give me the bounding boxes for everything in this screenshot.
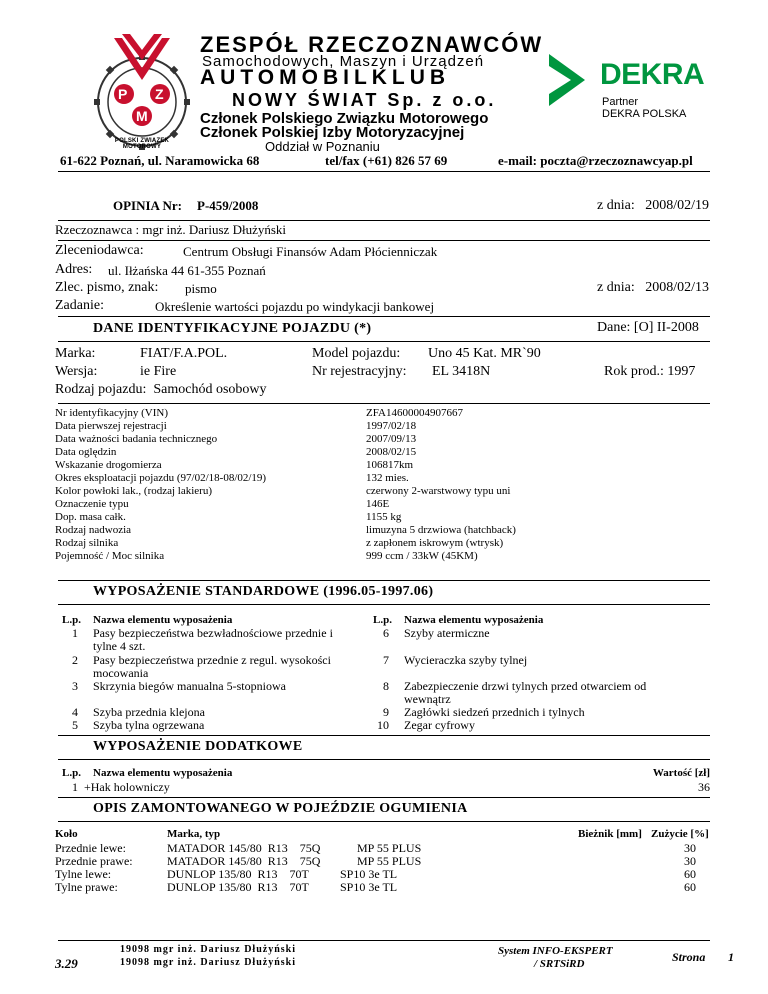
- std-col-name-right: Nazwa elementu wyposażenia: [404, 614, 544, 626]
- header-line2: Samochodowych, Maszyn i Urządzeń: [202, 53, 485, 70]
- dekra-partner-name: DEKRA POLSKA: [602, 108, 687, 120]
- add-top-line: [58, 735, 710, 736]
- detail-label: Dop. masa całk.: [55, 511, 126, 523]
- ident-title: DANE IDENTYFIKACYJNE POJAZDU (*): [93, 321, 372, 336]
- tyre-col-wheel: Koło: [55, 828, 78, 840]
- ident-labels: [55, 407, 266, 563]
- opinion-divider: [58, 220, 710, 221]
- add-item: +Hak holowniczy: [84, 780, 170, 794]
- header-line3: AUTOMOBILKLUB: [200, 66, 451, 89]
- std-bottom-line: [58, 604, 710, 605]
- add-col-value: Wartość [zł]: [652, 767, 710, 779]
- ident-bottom-line: [58, 341, 710, 342]
- std-lp: 4: [72, 705, 78, 719]
- add-col-name: Nazwa elementu wyposażenia: [93, 767, 233, 779]
- letter-value: pismo: [185, 281, 217, 296]
- pzm-logo: [92, 30, 192, 150]
- std-lp: 6: [383, 626, 389, 640]
- tyre-col-wear: Zużycie [%]: [651, 828, 709, 840]
- reg-label: Nr rejestracyjny:: [312, 364, 407, 379]
- detail-value: ZFA14600004907667: [366, 407, 463, 419]
- std-item: Zegar cyfrowy: [404, 718, 475, 732]
- add-col-lp: L.p.: [62, 767, 81, 779]
- tyre-col-tread: Bieżnik [mm]: [578, 828, 642, 840]
- tyre-wear: 30: [684, 841, 696, 855]
- std-col-lp-left: L.p.: [62, 614, 81, 626]
- std-item: Pasy bezpieczeństwa bezwładnościowe przednie i: [93, 626, 333, 640]
- detail-label: Nr identyfikacyjny (VIN): [55, 407, 169, 419]
- detail-label: Kolor powłoki lak., (rodzaj lakieru): [55, 485, 213, 497]
- detail-value: z zapłonem iskrowym (wtrysk): [366, 537, 504, 549]
- make-value: FIAT/F.A.POL.: [140, 346, 228, 361]
- detail-label: Data pierwszej rejestracji: [55, 420, 167, 432]
- opinion-label: OPINIA Nr:: [113, 198, 182, 213]
- version-label: Wersja:: [55, 364, 98, 379]
- detail-label: Data ważności badania technicznego: [55, 433, 218, 445]
- detail-label: Oznaczenie typu: [55, 498, 129, 510]
- detail-value: 1997/02/18: [366, 420, 417, 432]
- std-item: Skrzynia biegów manualna 5-stopniowa: [93, 679, 286, 693]
- std-lp: 9: [383, 705, 389, 719]
- add-lp: 1: [72, 780, 78, 794]
- detail-label: Rodzaj silnika: [55, 537, 119, 549]
- header-line5: Członek Polskiego Związku Motorowego: [200, 110, 489, 127]
- model-label: Model pojazdu:: [312, 346, 401, 361]
- letter-date: z dnia: 2008/02/13: [597, 280, 709, 295]
- logo-letter-m: M: [136, 108, 148, 124]
- ident-details-line: [58, 403, 710, 404]
- version-value: ie Fire: [140, 364, 177, 379]
- detail-value: 132 mies.: [366, 472, 409, 484]
- std-item: Zagłówki siedzeń przednich i tylnych: [404, 705, 585, 719]
- detail-label: Wskazanie drogomierza: [55, 459, 162, 471]
- tyre-col-brand: Marka, typ: [167, 828, 221, 840]
- tyre-brand: MATADOR 145/80 R13 75Q: [167, 841, 321, 855]
- footer-system2: / SRTSiRD: [534, 958, 585, 970]
- detail-value: 999 ccm / 33kW (45KM): [366, 550, 478, 562]
- task-label: Zadanie:: [55, 298, 104, 313]
- detail-value: czerwony 2-warstwowy typu uni: [366, 485, 511, 497]
- dekra-name: DEKRA: [600, 58, 705, 91]
- year-value: Rok prod.: 1997: [604, 364, 696, 379]
- detail-value: 2008/02/15: [366, 446, 417, 458]
- std-col-lp-right: L.p.: [373, 614, 392, 626]
- logo-letter-z: Z: [155, 86, 164, 102]
- footer-version: 3.29: [55, 956, 78, 971]
- std-lp: 2: [72, 653, 78, 667]
- detail-value: limuzyna 5 drzwiowa (hatchback): [366, 524, 516, 536]
- std-item: wewnątrz: [404, 692, 451, 706]
- footer-line: [58, 940, 710, 941]
- client-address-value: ul. Iłżańska 44 61-355 Poznań: [108, 263, 266, 278]
- client-address-label: Adres:: [55, 262, 93, 277]
- std-lp: 5: [72, 718, 78, 732]
- tyre-model: SP10 3e TL: [340, 867, 398, 881]
- detail-label: Pojemność / Moc silnika: [55, 550, 165, 562]
- footer-author1: 19098 mgr inż. Dariusz Dłużyński: [120, 944, 296, 955]
- header-divider: [58, 171, 710, 172]
- model-value: Uno 45 Kat. MR`90: [428, 346, 541, 361]
- add-title: WYPOSAŻENIE DODATKOWE: [93, 739, 303, 754]
- company-email: e-mail: poczta@rzeczoznawcyap.pl: [498, 153, 693, 168]
- dekra-partner-label: Partner: [602, 96, 639, 108]
- std-item: Pasy bezpieczeństwa przednie z regul. wysokości: [93, 653, 331, 667]
- reg-value: EL 3418N: [432, 364, 491, 379]
- header-line6: Członek Polskiej Izby Motoryzacyjnej: [200, 124, 465, 141]
- tyre-model: MP 55 PLUS: [357, 854, 422, 868]
- std-item: Zabezpieczenie drzwi tylnych przed otwarciem od: [404, 679, 647, 693]
- std-lp: 8: [383, 679, 389, 693]
- std-item: Szyba tylna ogrzewana: [93, 718, 205, 732]
- tyre-model: MP 55 PLUS: [357, 841, 422, 855]
- std-lp: 10: [377, 718, 389, 732]
- client-value: Centrum Obsługi Finansów Adam Płócienniczak: [183, 244, 438, 259]
- header-line7: Oddział w Poznaniu: [265, 139, 380, 154]
- tyre-title: OPIS ZAMONTOWANEGO W POJEŹDZIE OGUMIENIA: [93, 801, 468, 816]
- detail-label: Rodzaj nadwozia: [55, 524, 132, 536]
- std-item: Szyba przednia klejona: [93, 705, 205, 719]
- tyre-wheel: Tylne lewe:: [55, 867, 112, 881]
- tyre-brand: DUNLOP 135/80 R13 70T: [167, 880, 309, 894]
- header-line1: ZESPÓŁ RZECZOZNAWCÓW: [200, 32, 544, 57]
- std-title: WYPOSAŻENIE STANDARDOWE (1996.05-1997.06): [93, 584, 434, 599]
- vehicle-type: Rodzaj pojazdu: Samochód osobowy: [55, 382, 267, 397]
- ident-data-label: Dane: [O] II-2008: [597, 320, 699, 335]
- detail-value: 2007/09/13: [366, 433, 417, 445]
- opinion-date: z dnia: 2008/02/19: [597, 198, 709, 213]
- tyre-wear: 60: [684, 867, 696, 881]
- tyre-wear: 30: [684, 854, 696, 868]
- footer-page-label: Strona: [672, 950, 706, 964]
- opinion-number: P-459/2008: [197, 198, 259, 213]
- tyre-bottom-line: [58, 821, 710, 822]
- std-item: Wycieraczka szyby tylnej: [404, 653, 528, 667]
- footer-system1: System INFO-EKSPERT: [498, 945, 613, 957]
- tyre-wheel: Tylne prawe:: [55, 880, 118, 894]
- detail-value: 106817km: [366, 459, 414, 471]
- tyre-wear: 60: [684, 880, 696, 894]
- std-lp: 3: [72, 679, 78, 693]
- detail-label: Data oględzin: [55, 446, 117, 458]
- logo-ring-text: POLSKI ZWIĄZEK MOTOROWY: [114, 138, 170, 150]
- std-item: mocowania: [93, 666, 149, 680]
- std-top-line: [58, 580, 710, 581]
- ident-top-line: [58, 316, 710, 317]
- std-item: tylne 4 szt.: [93, 639, 146, 653]
- std-col-name-left: Nazwa elementu wyposażenia: [93, 614, 233, 626]
- logo-letter-p: P: [118, 86, 128, 102]
- tyre-brand: MATADOR 145/80 R13 75Q: [167, 854, 321, 868]
- letter-label: Zlec. pismo, znak:: [55, 280, 159, 295]
- company-address: 61-622 Poznań, ul. Naramowicka 68: [60, 153, 260, 168]
- add-bottom-line: [58, 759, 710, 760]
- ident-values: [366, 407, 516, 563]
- task-value: Określenie wartości pojazdu po windykacji bankowej: [155, 299, 435, 314]
- make-label: Marka:: [55, 346, 96, 361]
- detail-label: Okres eksploatacji pojazdu (97/02/18-08/02/19): [55, 472, 267, 484]
- add-value: 36: [698, 780, 710, 794]
- std-lp: 7: [383, 653, 389, 667]
- detail-value: 1155 kg: [366, 511, 402, 523]
- std-lp: 1: [72, 626, 78, 640]
- tyre-top-line: [58, 797, 710, 798]
- detail-value: 146E: [366, 498, 390, 510]
- company-phone: tel/fax (+61) 826 57 69: [325, 153, 448, 168]
- client-label: Zleceniodawca:: [55, 243, 144, 258]
- tyre-brand: DUNLOP 135/80 R13 70T: [167, 867, 309, 881]
- footer-page-number: 1: [728, 950, 734, 964]
- tyre-wheel: Przednie lewe:: [55, 841, 126, 855]
- header-line4: NOWY ŚWIAT Sp. z o.o.: [232, 90, 497, 110]
- tyre-wheel: Przednie prawe:: [55, 854, 133, 868]
- appraiser-divider: [58, 240, 710, 241]
- appraiser: Rzeczoznawca : mgr inż. Dariusz Dłużyński: [55, 222, 287, 237]
- tyre-model: SP10 3e TL: [340, 880, 398, 894]
- footer-author2: 19098 mgr inż. Dariusz Dłużyński: [120, 957, 296, 968]
- std-item: Szyby atermiczne: [404, 626, 490, 640]
